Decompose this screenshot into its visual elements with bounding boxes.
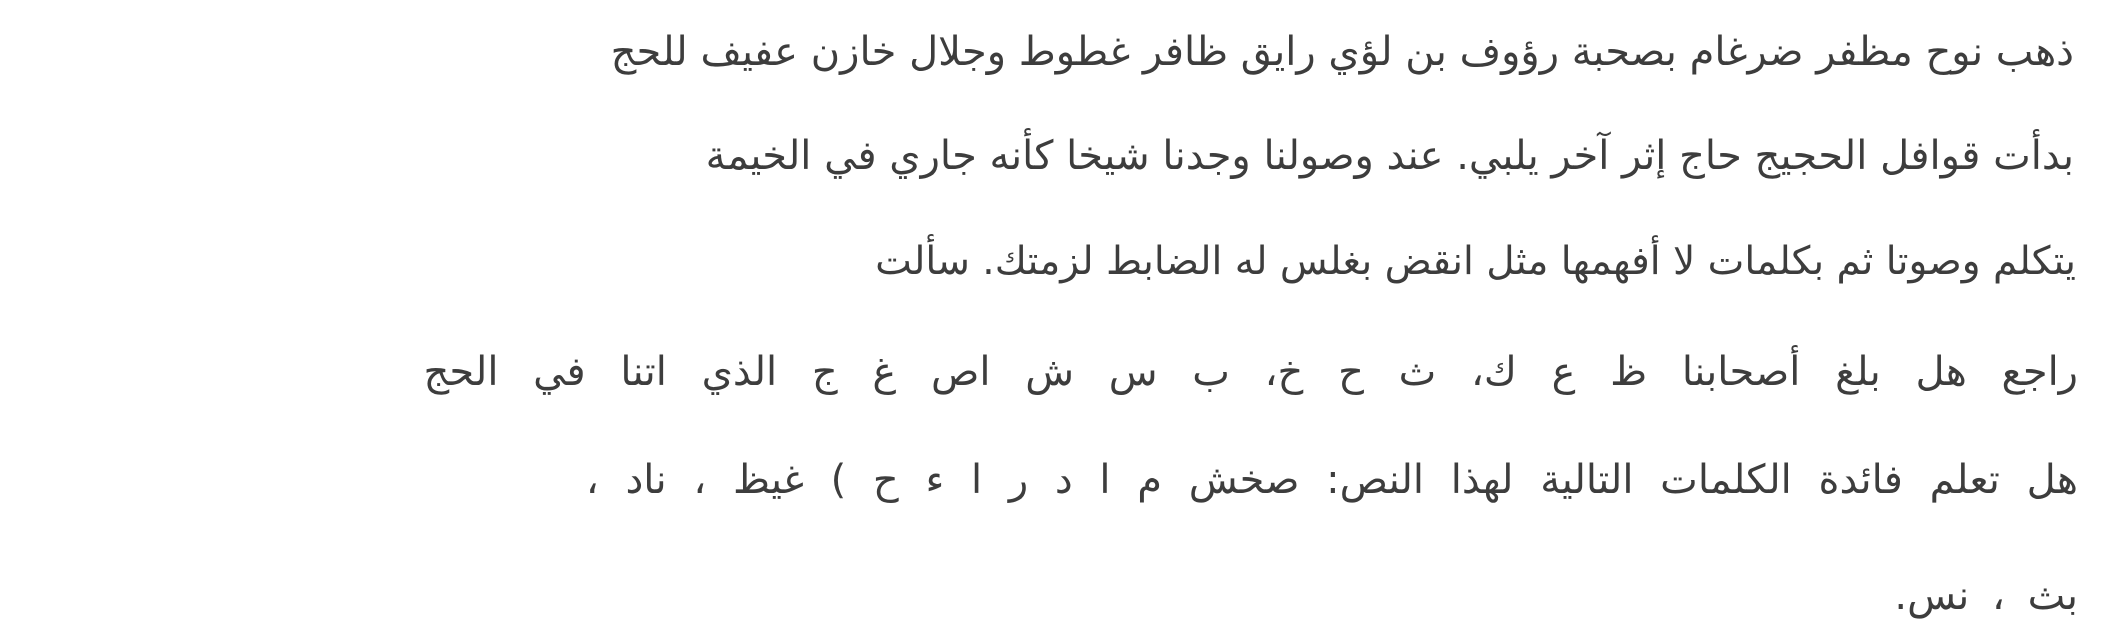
handwriting-line-5: هل تعلم فائدة الكلمات التالية لهذا النص: صخش م ا د ر ا ء ح ) غيظ ، ناد ، xyxy=(585,457,2078,503)
handwriting-line-3: يتكلم وصوتا ثم بكلمات لا أفهمها مثل انقض بغلس له الضابط لزمتك. سألت xyxy=(875,239,2076,284)
handwriting-line-2: بدأت قوافل الحجيج حاج إثر آخر يلبي. عند وصولنا وجدنا شيخا كأنه جاري في الخيمة xyxy=(705,133,2074,179)
handwriting-line-6: بث ، نس. xyxy=(1894,573,2078,619)
handwriting-line-1: ذهب نوح مظفر ضرغام بصحبة رؤوف بن لؤي رايق ظافر غطوط وجلال خازن عفيف للحج xyxy=(610,29,2074,75)
handwriting-line-4: راجع هل بلغ أصحابنا ظ ع ك، ث ح خ، ب س ش اص غ ج الذي اتنا في الحج xyxy=(423,349,2078,395)
